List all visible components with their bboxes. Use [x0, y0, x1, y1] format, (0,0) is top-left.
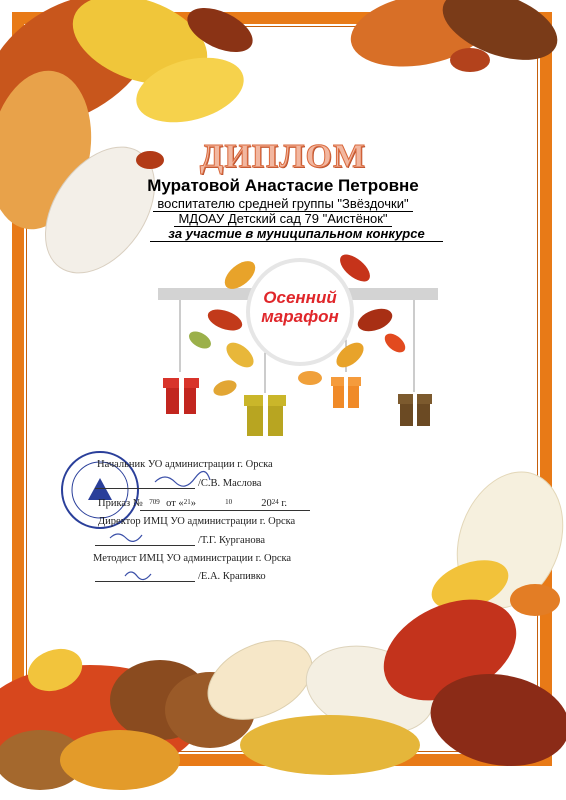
- director-name: /Т.Г. Курганова: [198, 535, 266, 546]
- order-suffix: г.: [281, 498, 288, 509]
- gift-olive: [244, 395, 286, 436]
- order-line: [98, 498, 287, 509]
- award-reason: за участие в муниципальном конкурсе: [150, 226, 443, 242]
- leaf-top-right-3: [450, 48, 490, 72]
- emblem-text: [248, 288, 352, 326]
- order-day: 21: [183, 498, 191, 506]
- gift-red: [163, 378, 199, 414]
- emblem-line-2: марафон: [261, 307, 339, 326]
- order-prefix: Приказ №: [98, 498, 143, 509]
- methodist-name: /Е.А. Крапивко: [198, 571, 266, 582]
- director-title: Директор ИМЦ УО администрации г. Орска: [98, 516, 296, 527]
- signature-scribble-2: [110, 534, 142, 541]
- order-number: 709: [149, 498, 160, 506]
- recipient-name: Муратовой Анастасие Петровне: [147, 176, 419, 195]
- order-year: 24: [271, 498, 279, 506]
- gift-orange: [331, 377, 361, 408]
- order-year-prefix: 20: [261, 498, 272, 509]
- signature-scribble-3: [125, 572, 151, 580]
- recipient-position: воспитателю средней группы "Звёздочки": [153, 196, 412, 212]
- gift-brown: [398, 394, 432, 426]
- order-day-close: »: [190, 498, 196, 509]
- emblem-line-1: Осенний: [263, 288, 337, 307]
- diploma-title: ДИПЛОМ: [199, 138, 367, 175]
- head-name: /С.В. Маслова: [198, 478, 262, 489]
- order-month: 10: [225, 498, 233, 506]
- methodist-title: Методист ИМЦ УО администрации г. Орска: [93, 553, 292, 564]
- order-from: от «: [166, 498, 184, 509]
- recipient-organization: МДОАУ Детский сад 79 "Аистёнок": [174, 211, 391, 227]
- head-title: Начальник УО администрации г. Орска: [97, 459, 273, 470]
